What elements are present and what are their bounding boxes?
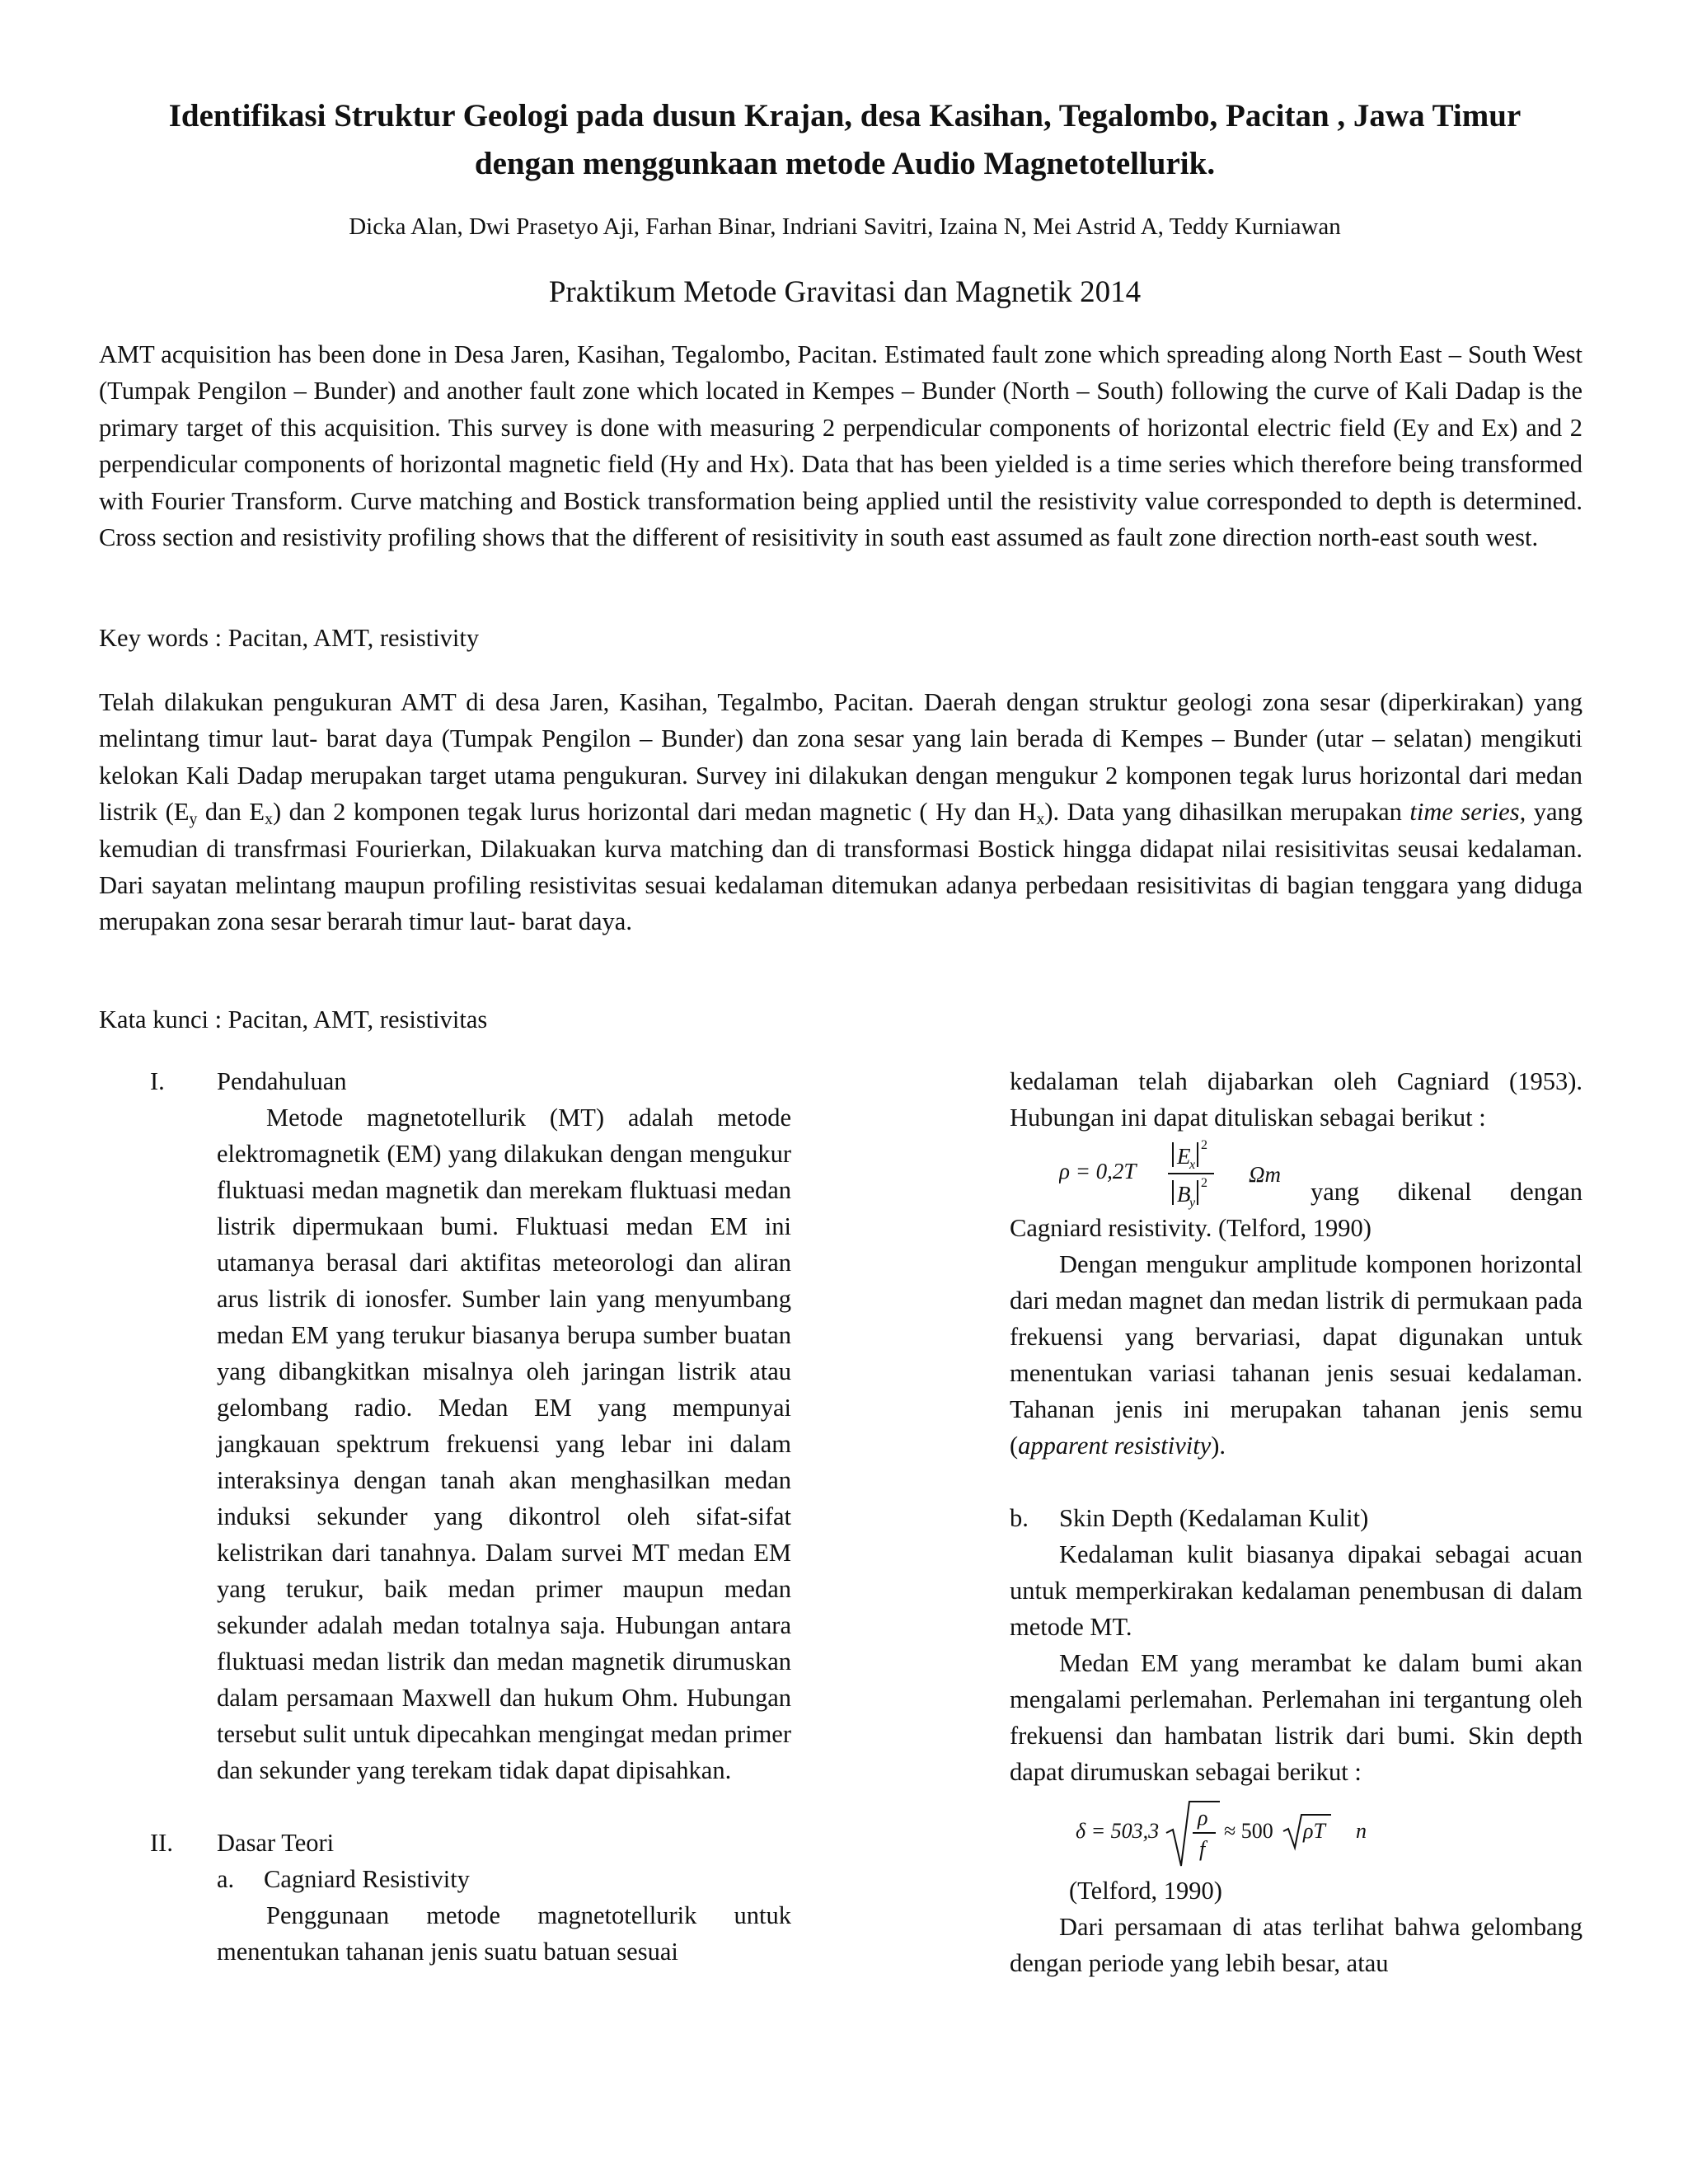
skin-depth-paragraph-2: Medan EM yang merambat ke dalam bumi akan mengalami perlemahan. Perlemahan ini tergantung oleh frekuensi dan hambatan listrik dari bumi. Skin depth dapat dirumuskan sebagai berikut : xyxy=(1010,1649,1582,1786)
section-number: I. xyxy=(150,1067,165,1095)
formula-1-numerator-power: 2 xyxy=(1201,1138,1207,1152)
section-number: II. xyxy=(150,1829,173,1857)
subsection-number: a. xyxy=(217,1865,235,1893)
subsection-heading-cagniard xyxy=(99,1861,791,1897)
author-list: Dicka Alan, Dwi Prasetyo Aji, Farhan Binar, Indriani Savitri, Izaina N, Mei Astrid A, Teddy Kurniawan xyxy=(349,213,1341,240)
pendahuluan-paragraph: Metode magnetotellurik (MT) adalah metode elektromagnetik (EM) yang dilakukan dengan mengukur fluktuasi medan magnetik dan merekam fluktuasi medan listrik dipermukaan bumi. Fluktuasi medan EM ini utamanya berasal dari aktifitas meteorologi dan aliran arus listrik di ionosfer. Sumber lain yang menyumbang medan EM yang terukur biasanya berupa sumber buatan yang dibangkitkan misalnya oleh jaringan listrik atau gelombang radio. Medan EM yang mempunyai jangkauan spektrum frekuensi yang lebar ini dalam interaksinya dengan tanah akan menghasilkan medan induksi sekunder yang dikontrol oleh sifat-sifat kelistrikan dari tanahnya. Dalam survei MT medan EM yang terukur, baik medan primer maupun medan sekunder adalah medan totalnya saja. Hubungan antara fluktuasi medan listrik dan medan magnetik dirumuskan dalam persamaan Maxwell dan hukum Ohm. Hubungan tersebut sulit untuk dipecahkan mengingat medan primer dan sekunder yang terekam tidak dapat dipisahkan. xyxy=(217,1104,791,1784)
section-heading-dasar-teori xyxy=(99,1825,791,1861)
skin-depth-paragraph-3: Dari persamaan di atas terlihat bahwa gelombang dengan periode yang lebih besar, atau xyxy=(1010,1913,1582,1977)
course-name: Praktikum Metode Gravitasi dan Magnetik 2014 xyxy=(548,275,1142,309)
section-heading-pendahuluan xyxy=(99,1063,791,1099)
formula-2-lhs: δ = 503,3 xyxy=(1076,1819,1160,1843)
formula-1-denominator: B xyxy=(1177,1182,1191,1207)
formula-1-numerator: E xyxy=(1177,1144,1191,1169)
formula-2-approx: ≈ 500 xyxy=(1224,1819,1273,1843)
apparent-resistivity-paragraph: Dengan mengukur amplitude komponen horizontal dari medan magnet dan medan listrik di permukaan pada frekuensi yang bervariasi, dapat digunakan untuk menentukan variasi tahanan jenis sesuai kedalaman. Tahanan jenis ini merupakan tahanan jenis semu (apparent resistivity). xyxy=(1010,1250,1582,1460)
formula-1-lhs: ρ = 0,2T xyxy=(1059,1159,1137,1183)
subsection-title: Cagniard Resistivity xyxy=(264,1865,470,1893)
subsection-title: Skin Depth (Kedalaman Kulit) xyxy=(1059,1504,1369,1532)
abstract-english: AMT acquisition has been done in Desa Jaren, Kasihan, Tegalombo, Pacitan. Estimated fault zone which spreading along North East – South West (Tumpak Pengilon – Bunder) and another fault zone which located in Kempes – Bunder (North – South) following the curve of Kali Dadap is the primary target of this acquisition. This survey is done with measuring 2 perpendicular components of horizontal electric field (Ey and Ex) and 2 perpendicular components of horizontal magnetic field (Hy and Hx). Data that has been yielded is a time series which therefore being transformed with Fourier Transform. Curve matching and Bostick transformation being applied until the resistivity value corresponded to depth is determined. Cross section and resistivity profiling shows that the different of resisitivity in south east assumed as fault zone direction north-east south west. xyxy=(99,340,1582,552)
section-title: Pendahuluan xyxy=(217,1067,347,1095)
formula-1-unit: Ωm xyxy=(1249,1162,1282,1187)
formula-2-unit: n xyxy=(1356,1819,1367,1843)
formula-1-numerator-sub: x xyxy=(1189,1158,1196,1172)
cagniard-continued-paragraph: kedalaman telah dijabarkan oleh Cagniard (1953). Hubungan ini dapat dituliskan sebagai berikut : xyxy=(1010,1067,1582,1132)
formula-2-denominator: f xyxy=(1199,1837,1206,1861)
keywords-indonesian: Kata kunci : Pacitan, AMT, resistivitas xyxy=(99,1005,488,1033)
skin-depth-formula xyxy=(1010,1790,1582,1872)
cagniard-paragraph: Penggunaan metode magnetotellurik untuk menentukan tahanan jenis suatu batuan sesuai xyxy=(217,1901,791,1966)
subsection-number: b. xyxy=(1010,1504,1029,1532)
paper-title xyxy=(99,92,1591,188)
abstract-indonesian: Telah dilakukan pengukuran AMT di desa Jaren, Kasihan, Tegalmbo, Pacitan. Daerah dengan struktur geologi zona sesar (diperkirakan) yang melintang timur laut- barat daya (Tumpak Pengilon – Bunder) dan zona sesar yang lain berada di Kempes – Bunder (utar – selatan) mengikuti kelokan Kali Dadap merupakan target utama pengukuran. Survey ini dilakukan dengan mengukur 2 komponen tegak lurus horizontal dari medan listrik ($E_y$ dan $E_x$) dan 2 komponen tegak lurus horizontal dari medan magnetic ( Hy dan $H_x$). Data yang dihasilkan merupakan time series, yang kemudian di transfrmasi Fourierkan, Dilakuakan kurva matching dan di transformasi Bostick hingga didapat nilai resisitivitas seusai kedalaman. Dari sayatan melintang maupun profiling resistivitas sesuai kedalaman ditemukan adanya perbedaan resisitivitas di bagian tenggara yang diduga merupakan zona sesar berarah timur laut- barat daya. xyxy=(99,688,1582,936)
title-line-1: Identifikasi Struktur Geologi pada dusun Krajan, desa Kasihan, Tegalombo, Pacitan , Jawa Timur xyxy=(168,98,1522,134)
formula-1-denominator-sub: y xyxy=(1189,1196,1196,1210)
cagniard-resistivity-formula xyxy=(1010,1136,1582,1210)
title-line-2: dengan menggunkaan metode Audio Magnetotellurik. xyxy=(474,146,1216,181)
formula-2-numerator: ρ xyxy=(1198,1806,1208,1830)
formula-2-graphic xyxy=(1076,1790,1389,1872)
formula-1-denominator-power: 2 xyxy=(1201,1176,1207,1190)
formula-2-root: ρT xyxy=(1303,1819,1325,1843)
skin-depth-paragraph-1: Kedalaman kulit biasanya dipakai sebagai acuan untuk memperkirakan kedalaman penembusan di dalam metode MT. xyxy=(1010,1540,1582,1641)
keywords-english: Key words : Pacitan, AMT, resistivity xyxy=(99,624,480,652)
telford-citation: (Telford, 1990) xyxy=(1069,1877,1222,1905)
cagniard-resistivity-note: yang dikenal dengan Cagniard resistivity. (Telford, 1990) xyxy=(1010,1178,1582,1242)
section-title: Dasar Teori xyxy=(217,1829,335,1857)
formula-1-graphic xyxy=(1059,1136,1331,1210)
subsection-heading-skin-depth xyxy=(1010,1500,1582,1536)
right-column xyxy=(1010,1063,1582,1981)
left-column xyxy=(99,1063,791,1970)
